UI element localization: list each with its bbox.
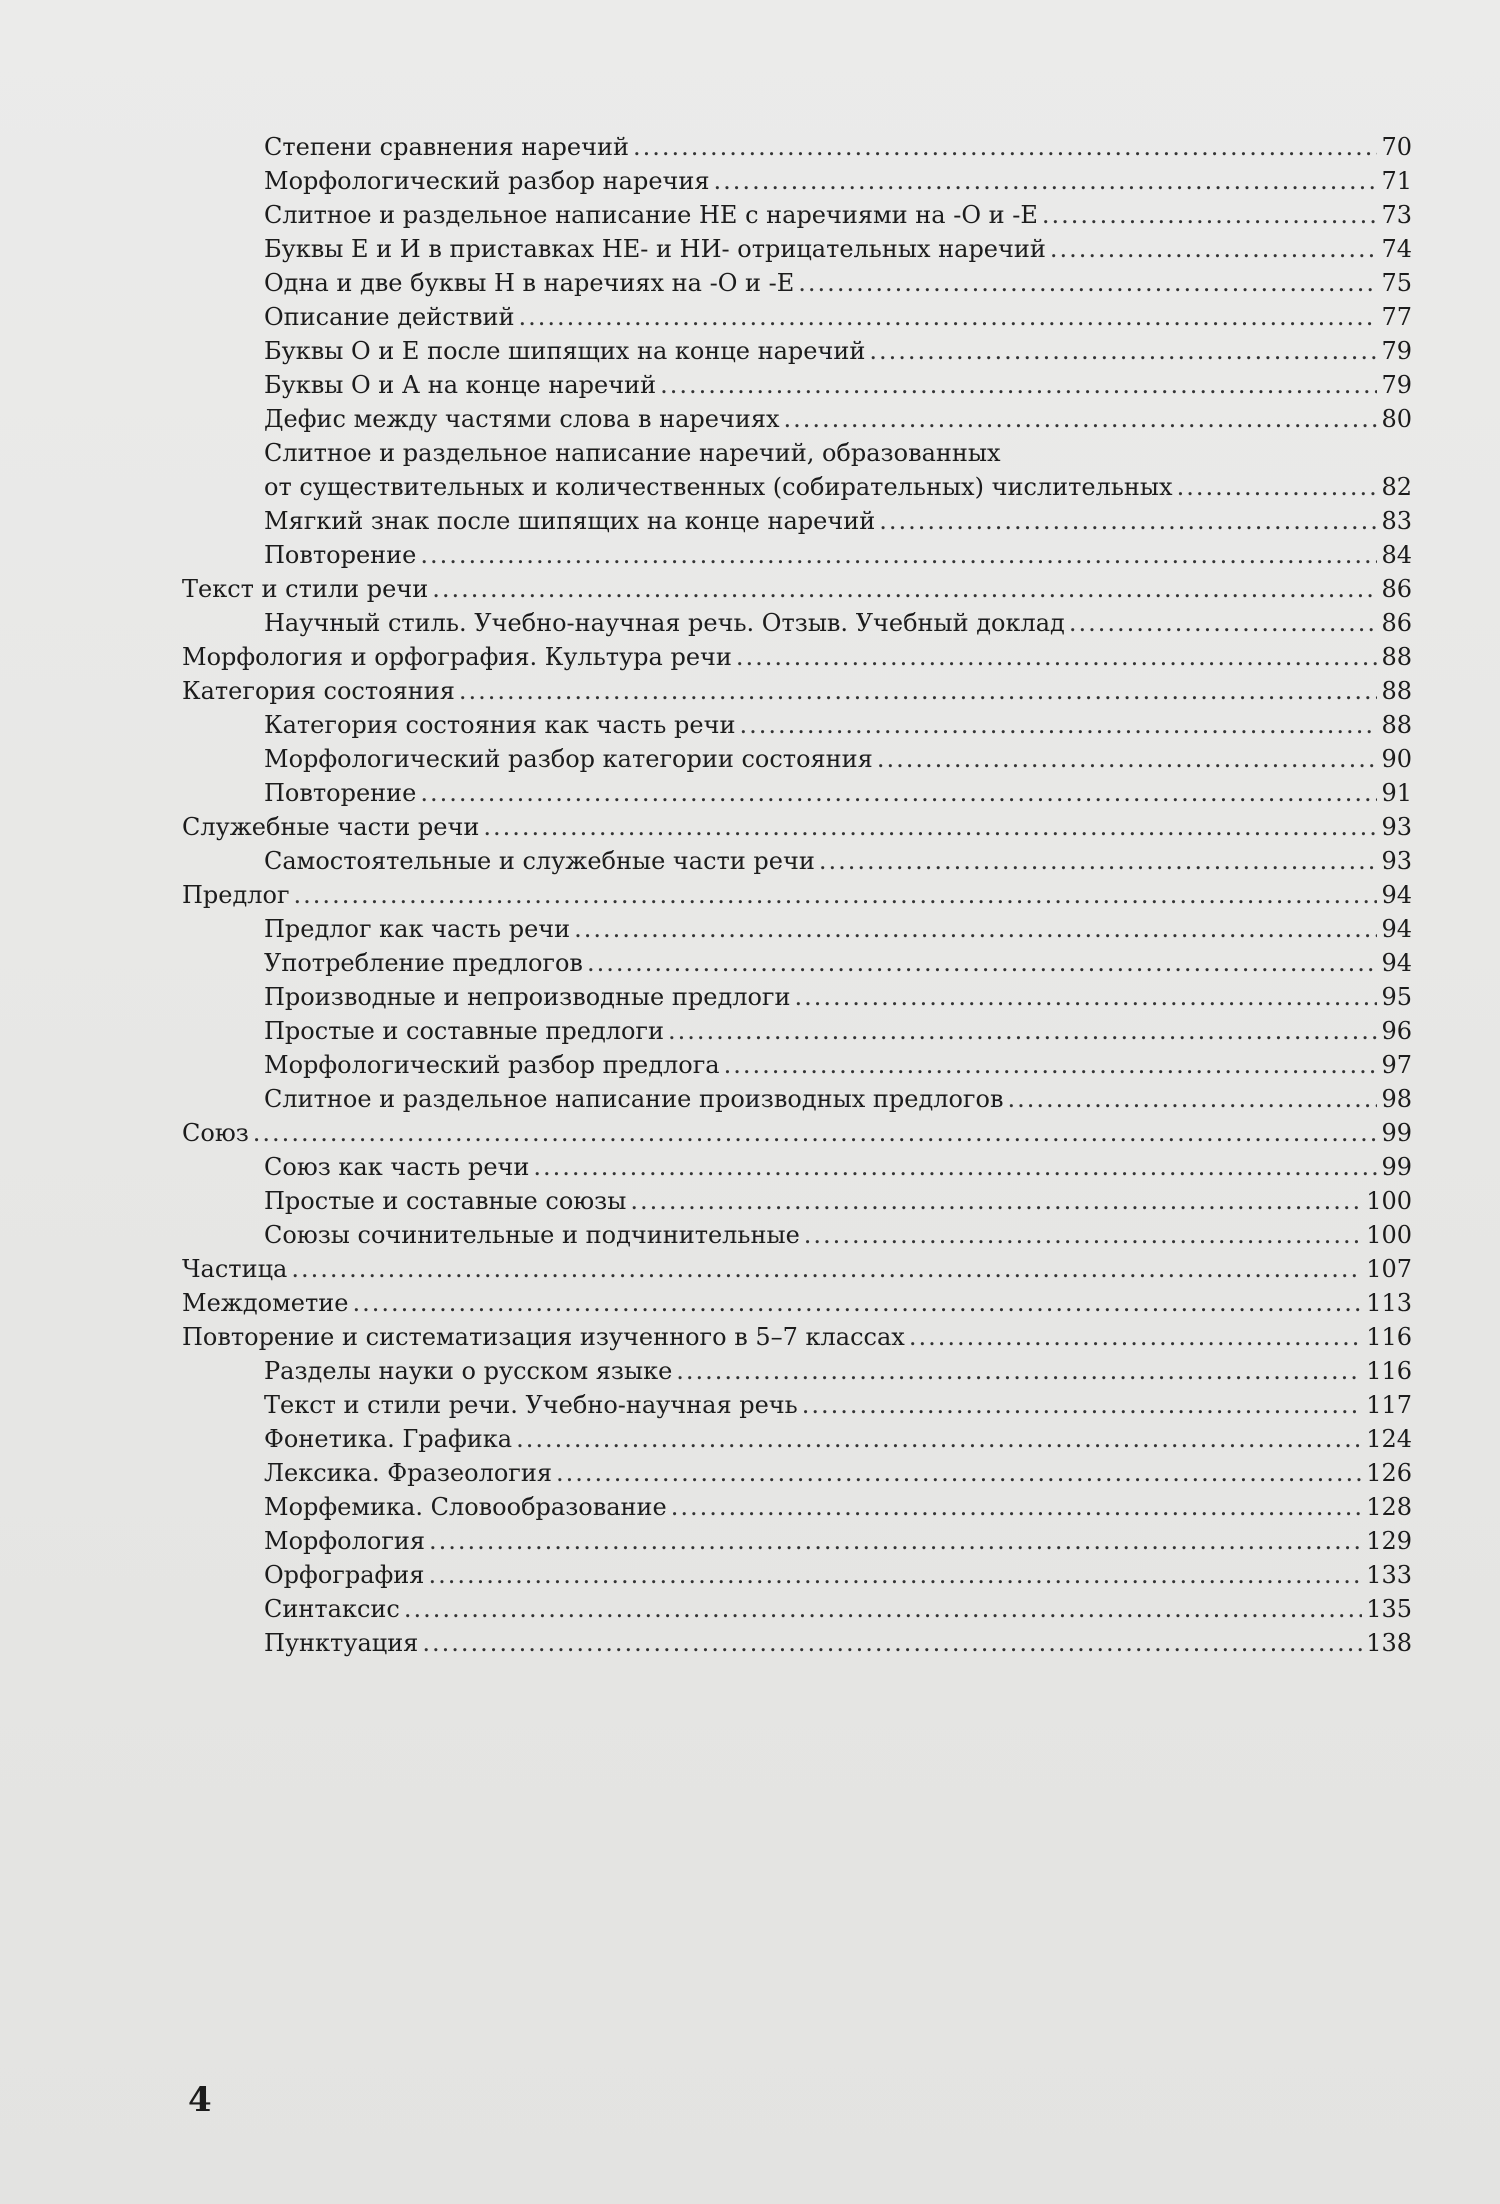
toc-leader-dots <box>630 1184 1362 1218</box>
toc-leader-dots <box>574 912 1377 946</box>
toc-entry <box>182 130 1412 164</box>
toc-leader-dots <box>516 1422 1362 1456</box>
toc-entry <box>182 368 1412 402</box>
toc-entry <box>182 1014 1412 1048</box>
toc-leader-dots <box>420 538 1377 572</box>
toc-entry <box>182 1490 1412 1524</box>
toc-entry-title: Употребление предлогов <box>264 949 583 977</box>
toc-entry <box>182 606 1412 640</box>
toc-entry-page: 94 <box>1381 915 1412 943</box>
toc-entry-page: 100 <box>1366 1187 1412 1215</box>
toc-entry-title: Простые и составные союзы <box>264 1187 627 1215</box>
toc-entry-page: 93 <box>1381 813 1412 841</box>
toc-leader-dots <box>291 1252 1362 1286</box>
toc-entry-title: Буквы О и Е после шипящих на конце наречий <box>264 337 866 365</box>
toc-entry-page: 107 <box>1366 1255 1412 1283</box>
toc-entry <box>182 334 1412 368</box>
toc-entry-page: 116 <box>1366 1357 1412 1385</box>
toc-entry-title: Орфография <box>264 1561 425 1589</box>
toc-entry-title: Производные и непроизводные предлоги <box>264 983 791 1011</box>
toc-entry-page: 99 <box>1381 1153 1412 1181</box>
toc-entry-title: Дефис между частями слова в наречиях <box>264 405 780 433</box>
toc-entry-page: 74 <box>1381 235 1412 263</box>
toc-leader-dots <box>432 572 1377 606</box>
toc-section <box>182 1116 1412 1150</box>
toc-entry-title: Междометие <box>182 1289 349 1317</box>
toc-entry <box>182 1456 1412 1490</box>
toc-entry-title: Союз как часть речи <box>264 1153 530 1181</box>
toc-entry <box>182 266 1412 300</box>
toc-entry <box>182 164 1412 198</box>
toc-leader-dots <box>804 1218 1362 1252</box>
toc-entry-title: Слитное и раздельное написание наречий, образованных <box>264 439 1001 467</box>
toc-leader-dots <box>556 1456 1362 1490</box>
toc-entry-title: Степени сравнения наречий <box>264 133 629 161</box>
toc-entry-title: Слитное и раздельное написание НЕ с наречиями на -О и -Е <box>264 201 1038 229</box>
toc-entry-page: 116 <box>1366 1323 1412 1351</box>
toc-leader-dots <box>633 130 1377 164</box>
toc-leader-dots <box>736 640 1378 674</box>
toc-entry <box>182 708 1412 742</box>
toc-leader-dots <box>483 810 1377 844</box>
toc-entry-title: от существительных и количественных (собирательных) числительных <box>264 473 1173 501</box>
toc-leader-dots <box>352 1286 1362 1320</box>
toc-entry-title: Научный стиль. Учебно-научная речь. Отзыв. Учебный доклад <box>264 609 1065 637</box>
toc-section <box>182 674 1412 708</box>
toc-entry-title: Синтаксис <box>264 1595 400 1623</box>
toc-leader-dots <box>819 844 1378 878</box>
toc-entry-page: 99 <box>1381 1119 1412 1147</box>
toc-entry <box>182 1524 1412 1558</box>
toc-entry-title: Самостоятельные и служебные части речи <box>264 847 815 875</box>
toc-leader-dots <box>1007 1082 1377 1116</box>
toc-leader-dots <box>459 674 1378 708</box>
toc-entry-title: Одна и две буквы Н в наречиях на -О и -Е <box>264 269 795 297</box>
toc-leader-dots <box>714 164 1378 198</box>
toc-entry-page: 75 <box>1381 269 1412 297</box>
toc-entry-title: Текст и стили речи. Учебно-научная речь <box>264 1391 798 1419</box>
toc-leader-dots <box>795 980 1378 1014</box>
toc-entry-title: Буквы О и А на конце наречий <box>264 371 657 399</box>
toc-leader-dots <box>422 1626 1362 1660</box>
toc-entry <box>182 1388 1412 1422</box>
toc-entry-page: 88 <box>1381 677 1412 705</box>
toc-entry-title: Морфемика. Словообразование <box>264 1493 667 1521</box>
toc-entry-page: 97 <box>1381 1051 1412 1079</box>
toc-leader-dots <box>676 1354 1362 1388</box>
toc-entry <box>182 1082 1412 1116</box>
toc-leader-dots <box>869 334 1377 368</box>
toc-entry-title: Предлог <box>182 881 290 909</box>
toc-leader-dots <box>420 776 1377 810</box>
toc-entry <box>182 402 1412 436</box>
toc-entry <box>182 300 1412 334</box>
toc-entry-page: 98 <box>1381 1085 1412 1113</box>
toc-entry-page: 83 <box>1381 507 1412 535</box>
toc-entry-page: 138 <box>1366 1629 1412 1657</box>
toc-entry <box>182 436 1412 470</box>
toc-entry-page: 77 <box>1381 303 1412 331</box>
toc-section <box>182 810 1412 844</box>
toc-entry-page: 94 <box>1381 949 1412 977</box>
toc-leader-dots <box>587 946 1378 980</box>
toc-entry-page: 126 <box>1366 1459 1412 1487</box>
toc-entry-page: 84 <box>1381 541 1412 569</box>
toc-leader-dots <box>909 1320 1362 1354</box>
toc-leader-dots <box>1177 470 1378 504</box>
toc-entry-title: Служебные части речи <box>182 813 480 841</box>
toc-entry-title: Разделы науки о русском языке <box>264 1357 673 1385</box>
toc-section <box>182 640 1412 674</box>
toc-entry-title: Фонетика. Графика <box>264 1425 513 1453</box>
toc-entry-page: 79 <box>1381 371 1412 399</box>
toc-entry <box>182 776 1412 810</box>
toc-entry-page: 96 <box>1381 1017 1412 1045</box>
toc-entry-page: 80 <box>1381 405 1412 433</box>
toc-entry-title: Лексика. Фразеология <box>264 1459 552 1487</box>
toc-entry <box>182 946 1412 980</box>
toc-entry <box>182 844 1412 878</box>
toc-section <box>182 878 1412 912</box>
toc-entry <box>182 232 1412 266</box>
toc-entry-page: 117 <box>1366 1391 1412 1419</box>
toc-entry <box>182 980 1412 1014</box>
toc-entry-title: Морфология <box>264 1527 426 1555</box>
toc-leader-dots <box>518 300 1377 334</box>
toc-entry-title: Пунктуация <box>264 1629 419 1657</box>
toc-entry <box>182 1558 1412 1592</box>
toc-entry <box>182 1150 1412 1184</box>
toc-section <box>182 1320 1412 1354</box>
toc-entry-title: Союзы сочинительные и подчинительные <box>264 1221 800 1249</box>
toc-leader-dots <box>428 1558 1362 1592</box>
toc-entry-page: 91 <box>1381 779 1412 807</box>
toc-entry-page: 82 <box>1381 473 1412 501</box>
toc-leader-dots <box>879 504 1377 538</box>
toc-entry <box>182 1592 1412 1626</box>
toc-entry-title: Категория состояния как часть речи <box>264 711 736 739</box>
toc-entry-title: Морфологический разбор наречия <box>264 167 710 195</box>
toc-entry-page: 129 <box>1366 1527 1412 1555</box>
toc-leader-dots <box>533 1150 1377 1184</box>
toc-entry-page: 73 <box>1381 201 1412 229</box>
toc-leader-dots <box>294 878 1378 912</box>
toc-entry-page: 133 <box>1366 1561 1412 1589</box>
toc-entry-title: Повторение и систематизация изученного в 5–7 классах <box>182 1323 905 1351</box>
toc-entry-page: 86 <box>1381 575 1412 603</box>
toc-entry <box>182 1048 1412 1082</box>
toc-entry-page: 88 <box>1381 643 1412 671</box>
toc-entry <box>182 470 1412 504</box>
toc-entry-title: Мягкий знак после шипящих на конце наречий <box>264 507 876 535</box>
toc-entry-title: Повторение <box>264 541 417 569</box>
toc-leader-dots <box>724 1048 1378 1082</box>
toc-leader-dots <box>802 1388 1362 1422</box>
toc-leader-dots <box>784 402 1378 436</box>
toc-entry-title: Слитное и раздельное написание производных предлогов <box>264 1085 1004 1113</box>
toc-entry-page: 94 <box>1381 881 1412 909</box>
toc-leader-dots <box>660 368 1377 402</box>
toc-section <box>182 1286 1412 1320</box>
toc-entry-title: Описание действий <box>264 303 515 331</box>
toc-entry-title: Морфологический разбор предлога <box>264 1051 720 1079</box>
toc-entry-title: Морфология и орфография. Культура речи <box>182 643 732 671</box>
toc-entry-title: Союз <box>182 1119 249 1147</box>
toc-entry-title: Морфологический разбор категории состояния <box>264 745 873 773</box>
toc-entry-title: Буквы Е и И в приставках НЕ- и НИ- отрицательных наречий <box>264 235 1046 263</box>
toc-entry <box>182 538 1412 572</box>
toc-leader-dots <box>671 1490 1362 1524</box>
table-of-contents <box>182 130 1412 1660</box>
toc-leader-dots <box>429 1524 1362 1558</box>
toc-entry <box>182 504 1412 538</box>
toc-entry <box>182 912 1412 946</box>
toc-entry-page: 71 <box>1381 167 1412 195</box>
toc-entry-page: 113 <box>1366 1289 1412 1317</box>
toc-entry-page: 95 <box>1381 983 1412 1011</box>
toc-entry-page: 128 <box>1366 1493 1412 1521</box>
toc-entry-title: Категория состояния <box>182 677 455 705</box>
toc-entry <box>182 198 1412 232</box>
toc-leader-dots <box>1042 198 1378 232</box>
toc-entry-title: Простые и составные предлоги <box>264 1017 664 1045</box>
toc-entry-page: 124 <box>1366 1425 1412 1453</box>
toc-leader-dots <box>739 708 1377 742</box>
toc-leader-dots <box>798 266 1377 300</box>
page-number: 4 <box>188 2080 212 2120</box>
toc-entry-page: 79 <box>1381 337 1412 365</box>
toc-entry-page: 86 <box>1381 609 1412 637</box>
toc-entry-page: 100 <box>1366 1221 1412 1249</box>
toc-leader-dots <box>877 742 1378 776</box>
toc-entry-page: 90 <box>1381 745 1412 773</box>
toc-entry-title: Текст и стили речи <box>182 575 429 603</box>
toc-entry-title: Предлог как часть речи <box>264 915 571 943</box>
toc-entry-title: Повторение <box>264 779 417 807</box>
toc-section <box>182 572 1412 606</box>
toc-entry-page: 93 <box>1381 847 1412 875</box>
toc-entry-page: 88 <box>1381 711 1412 739</box>
toc-section <box>182 1252 1412 1286</box>
toc-entry <box>182 1626 1412 1660</box>
toc-entry <box>182 1184 1412 1218</box>
toc-entry-page: 70 <box>1381 133 1412 161</box>
toc-entry <box>182 1422 1412 1456</box>
toc-entry-page: 135 <box>1366 1595 1412 1623</box>
toc-leader-dots <box>404 1592 1362 1626</box>
toc-entry <box>182 1218 1412 1252</box>
toc-leader-dots <box>1050 232 1378 266</box>
toc-entry <box>182 742 1412 776</box>
toc-leader-dots <box>668 1014 1377 1048</box>
toc-leader-dots <box>253 1116 1378 1150</box>
toc-entry-title: Частица <box>182 1255 288 1283</box>
toc-leader-dots <box>1069 606 1378 640</box>
toc-entry <box>182 1354 1412 1388</box>
